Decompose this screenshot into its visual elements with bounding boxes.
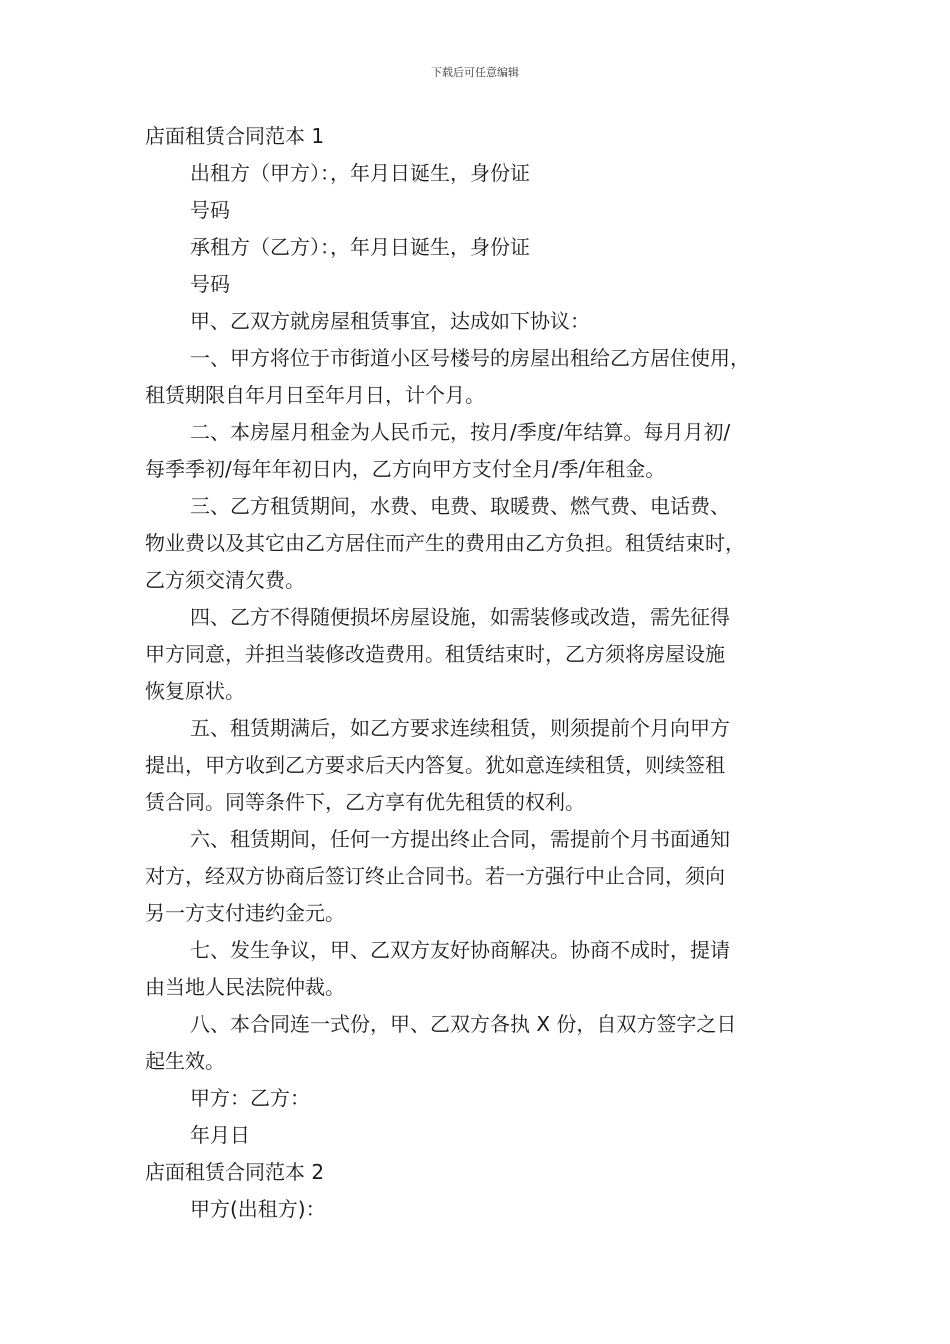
document-line: 号码 [190, 272, 230, 296]
page-header-note: 下载后可任意编辑 [431, 66, 519, 79]
document-line: 恢复原状。 [145, 679, 245, 703]
document-line: 七、发生争议，甲、乙双方友好协商解决。协商不成时，提请 [190, 938, 730, 962]
document-line: 年月日 [190, 1123, 250, 1147]
document-line: 一、甲方将位于市街道小区号楼号的房屋出租给乙方居住使用， [190, 346, 750, 370]
document-line: 物业费以及其它由乙方居住而产生的费用由乙方负担。租赁结束时， [145, 531, 745, 555]
document-line: 八、本合同连一式份，甲、乙双方各执 X 份，自双方签字之日 [190, 1012, 737, 1036]
document-line: 由当地人民法院仲裁。 [145, 975, 345, 999]
document-line: 另一方支付违约金元。 [145, 901, 345, 925]
document-line: 六、租赁期间，任何一方提出终止合同，需提前个月书面通知 [190, 827, 730, 851]
document-line: 赁合同。同等条件下，乙方享有优先租赁的权利。 [145, 790, 585, 814]
document-line: 承租方（乙方）：，年月日诞生，身份证 [190, 235, 530, 259]
document-line: 五、租赁期满后，如乙方要求连续租赁，则须提前个月向甲方 [190, 716, 730, 740]
document-line: 乙方须交清欠费。 [145, 568, 305, 592]
document-line: 提出，甲方收到乙方要求后天内答复。犹如意连续租赁，则续签租 [145, 753, 725, 777]
document-line: 店面租赁合同范本 1 [145, 124, 325, 148]
document-line: 三、乙方租赁期间，水费、电费、取暖费、燃气费、电话费、 [190, 494, 730, 518]
document-line: 店面租赁合同范本 2 [145, 1160, 325, 1184]
document-line: 出租方（甲方）：，年月日诞生，身份证 [190, 161, 530, 185]
document-line: 二、本房屋月租金为人民币元，按月/季度/年结算。每月月初/ [190, 420, 731, 444]
document-line: 甲方：乙方： [190, 1086, 310, 1110]
document-line: 四、乙方不得随便损坏房屋设施，如需装修或改造，需先征得 [190, 605, 730, 629]
document-body [145, 118, 815, 1228]
document-line: 对方，经双方协商后签订终止合同书。若一方强行中止合同，须向 [145, 864, 725, 888]
document-line: 甲方(出租方)： [190, 1197, 326, 1221]
document-line: 号码 [190, 198, 230, 222]
document-line: 甲、乙双方就房屋租赁事宜，达成如下协议： [190, 309, 590, 333]
document-line: 起生效。 [145, 1049, 225, 1073]
document-line: 租赁期限自年月日至年月日，计个月。 [145, 383, 485, 407]
document-line: 每季季初/每年年初日内，乙方向甲方支付全月/季/年租金。 [145, 457, 666, 481]
document-line: 甲方同意，并担当装修改造费用。租赁结束时，乙方须将房屋设施 [145, 642, 725, 666]
